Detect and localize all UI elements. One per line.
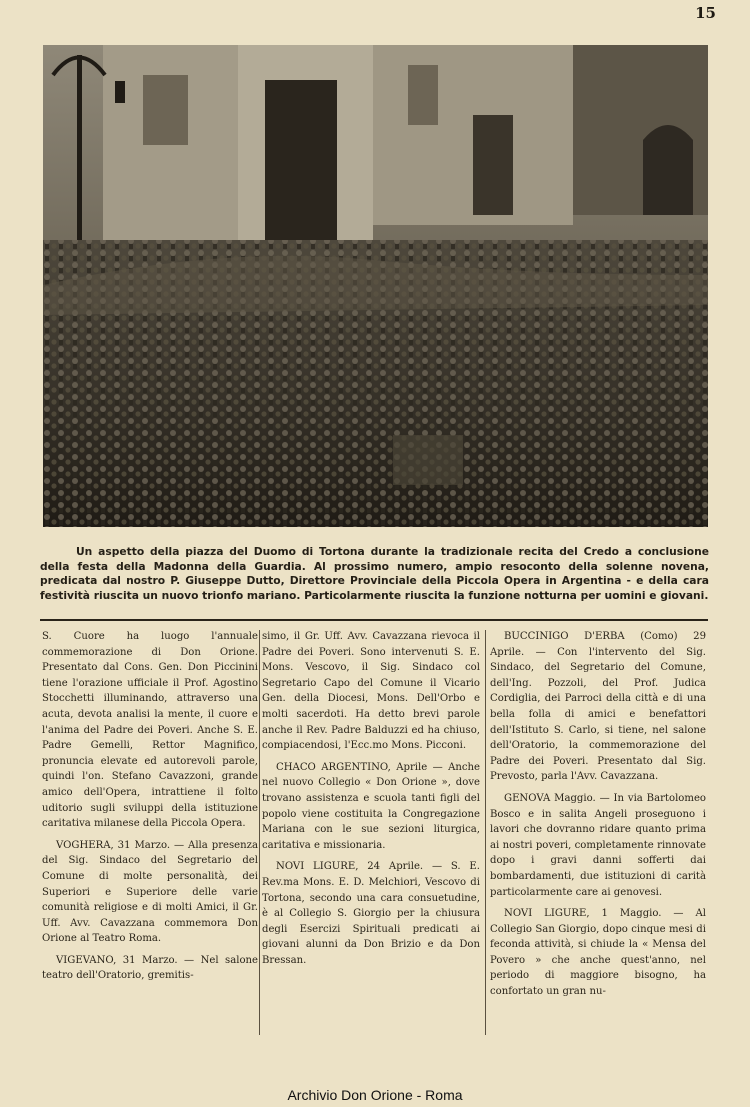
photo-drawing — [43, 45, 708, 527]
column-paragraph: simo, il Gr. Uff. Avv. Cavazzana rievoca il Padre dei Poveri. Sono intervenuti S. E. Mons. Vescovo, il Sig. Sindaco col Segretario Capo del Comune il Vicario Gen. della Diocesi, Mons. Dell'Orbo e molti sacerdoti. Ha detto brevi parole anche il Rev. Padre Balduzzi ed ha chiuso, compiacendosi, l'Ecc.mo Mons. Picconi. — [262, 631, 480, 752]
caption-divider — [40, 619, 708, 621]
column-paragraph: S. Cuore ha luogo l'annuale commemorazione di Don Orione. Presentato dal Cons. Gen. Don Piccinini tiene l'orazione ufficiale il Prof. Agostino Stocchetti illuminando, attraverso una acuta, devota analisi la mente, il cuore e l'anima del Padre dei Poveri. Anche S. E. Padre Gemelli, Rettor Magnifico, pronuncia elevate ed autorevoli parole, quindi l'on. Stefano Cavazzoni, grande amico dell'Opera, intrattiene il folto uditorio sugli sviluppi della istituzione caritativa milanese della Piccola Opera. — [42, 631, 258, 830]
archive-footer: Archivio Don Orione - Roma — [287, 1087, 463, 1103]
column-paragraph: VOGHERA, 31 Marzo. — Alla presenza del Sig. Sindaco del Segretario del Comune di molte personalità, dei Superiori e Superiore delle varie comunità religiose e di molti Amici, il Gr. Uff. Avv. Cavazzana commemora Don Orione al Teatro Roma. — [42, 839, 258, 945]
column-divider — [485, 630, 486, 1035]
column-paragraph: VIGEVANO, 31 Marzo. — Nel salone teatro dell'Oratorio, gremitis- — [42, 954, 258, 982]
photo-caption: Un aspetto della piazza del Duomo di Tortona durante la tradizionale recita del Credo a conclusione della festa della Madonna della Guardia. Al prossimo numero, ampio resoconto della solenne novena, predicata dal nostro P. Giuseppe Dutto, Direttore Provinciale della Piccola Opera in Argentina - e della cara festività riuscita un nuovo trionfo mariano. Particolarmente riuscita la funzione notturna per uomini e giovani. — [40, 545, 709, 602]
column-paragraph: CHACO ARGENTINO, Aprile — Anche nel nuovo Collegio « Don Orione », dove trovano assistenza e scuola tanti figli del popolo viene costituita la Congregazione Mariana con le sue sezioni liturgica, caritativa e missionaria. — [262, 761, 480, 851]
column-divider — [259, 630, 260, 1035]
crowd-in-piazza-photo — [43, 45, 708, 527]
column-paragraph: BUCCINIGO D'ERBA (Como) 29 Aprile. — Con l'intervento del Sig. Sindaco, del Segretario del Comune, dell'Ing. Pozzoli, del Prof. Judica Cordiglia, dei Parroci della città e di una bella folla di amici e benefattori dell'Istituto S. Carlo, si tiene, nel salone dell'Oratorio, la commemorazione del Padre dei Poveri. Presentato dal Sig. Prevosto, parla l'Avv. Cavazzana. — [490, 631, 706, 783]
article-column-1 — [42, 629, 258, 990]
column-paragraph: GENOVA Maggio. — In via Bartolomeo Bosco e in salita Angeli proseguono i lavori che dovranno ridare quanto prima ai nostri poveri, completamente rinnovate dopo i gravi danni sofferti dai bombardamenti, due istituzioni di carità particolarmente care ai genovesi. — [490, 792, 706, 898]
article-column-3 — [490, 629, 706, 1006]
column-paragraph: NOVI LIGURE, 24 Aprile. — S. E. Rev.ma Mons. E. D. Melchiori, Vescovo di Tortona, secondo una cara consuetudine, è al Collegio S. Giorgio per la chiusura degli Esercizi Spirituali predicati ai giovani alunni da Don Brizio e da Don Bressan. — [262, 861, 480, 966]
page-number: 15 — [695, 4, 716, 22]
column-paragraph: NOVI LIGURE, 1 Maggio. — Al Collegio San Giorgio, dopo cinque mesi di feconda attività, si chiude la « Mensa del Povero » che anche quest'anno, nel periodo di maggiore bisogno, ha confortato un gran nu- — [490, 908, 706, 998]
article-column-2 — [262, 629, 480, 974]
